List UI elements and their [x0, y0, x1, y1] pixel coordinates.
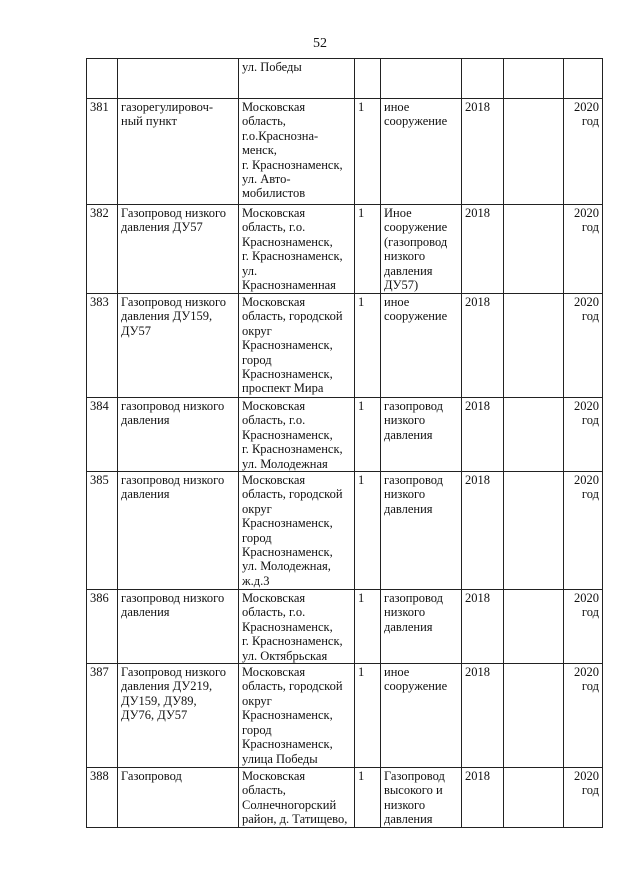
row-number-cell-text: 388 [90, 769, 109, 784]
extra-cell [504, 205, 564, 294]
count-cell [355, 472, 381, 590]
object-name-cell-text: газопровод низкого давления [121, 399, 225, 428]
count-cell [355, 59, 381, 99]
count-cell-text: 1 [358, 399, 365, 413]
address-cell [239, 472, 355, 590]
extra-cell [504, 59, 564, 99]
row-number-cell-text: 387 [90, 665, 109, 680]
address-cell-text: ул. Победы [242, 60, 302, 74]
year-cell-text: 2018 [465, 665, 490, 680]
row-number-cell [87, 768, 118, 828]
count-cell-text: 1 [358, 473, 365, 488]
address-cell [239, 768, 355, 828]
term-cell [564, 590, 603, 664]
year-cell-text: 2018 [465, 769, 490, 784]
extra-cell [504, 664, 564, 768]
object-type-cell-text: Иное сооружение (газопровод низкого давления ДУ57) [384, 206, 448, 293]
object-type-cell [381, 472, 462, 590]
extra-cell [504, 472, 564, 590]
object-name-cell-text: Газопровод [121, 769, 182, 784]
term-cell [564, 59, 603, 99]
extra-cell [504, 398, 564, 472]
year-cell-text: 2018 [465, 100, 490, 114]
table-row [87, 768, 603, 828]
term-cell [564, 664, 603, 768]
count-cell [355, 294, 381, 398]
table-row [87, 590, 603, 664]
count-cell [355, 205, 381, 294]
year-cell [462, 398, 504, 472]
object-type-cell-text: иное сооружение [384, 295, 448, 324]
object-type-cell-text: газопровод низкого давления [384, 473, 444, 516]
address-cell-text: Московская область, городской округ Краснознаменск, город Краснознаменск, ул. Молодежная, ж.д.3 [242, 473, 343, 588]
object-type-cell [381, 398, 462, 472]
count-cell-text: 1 [358, 591, 365, 606]
registry-table [86, 58, 603, 828]
year-cell-text: 2018 [465, 473, 490, 488]
count-cell-text: 1 [358, 206, 365, 220]
object-name-cell [118, 398, 239, 472]
address-cell-text: Московская область, городской округ Краснознаменск, город Краснознаменск, улица Победы [242, 665, 343, 766]
extra-cell [504, 590, 564, 664]
row-number-cell-text: 381 [90, 100, 109, 114]
address-cell-text: Московская область, Солнечногорский район, д. Татищево, [242, 769, 348, 827]
year-cell [462, 768, 504, 828]
year-cell-text: 2018 [465, 206, 490, 220]
row-number-cell-text: 384 [90, 399, 109, 413]
extra-cell [504, 294, 564, 398]
object-name-cell [118, 59, 239, 99]
year-cell-text: 2018 [465, 295, 490, 309]
object-type-cell-text: иное сооружение [384, 100, 448, 129]
term-cell [564, 205, 603, 294]
table-row [87, 294, 603, 398]
year-cell [462, 99, 504, 205]
object-name-cell-text: Газопровод низкого давления ДУ57 [121, 206, 227, 235]
table-body [87, 59, 603, 828]
year-cell-text: 2018 [465, 399, 490, 413]
address-cell [239, 398, 355, 472]
count-cell [355, 398, 381, 472]
address-cell-text: Московская область, г.о. Краснознаменск, г. Краснознаменск, ул. Октябрьская [242, 591, 343, 663]
object-type-cell-text: газопровод низкого давления [384, 591, 444, 634]
extra-cell [504, 99, 564, 205]
row-number-cell [87, 99, 118, 205]
address-cell-text: Московская область, г.о.Краснозна- менск, г. Краснознаменск, ул. Авто- мобилистов [242, 100, 343, 201]
object-name-cell-text: газорегулировоч- ный пункт [121, 100, 214, 129]
object-name-cell [118, 590, 239, 664]
object-type-cell [381, 59, 462, 99]
object-type-cell [381, 664, 462, 768]
year-cell [462, 59, 504, 99]
object-type-cell-text: иное сооружение [384, 665, 448, 694]
object-name-cell-text: Газопровод низкого давления ДУ159, ДУ57 [121, 295, 227, 338]
year-cell [462, 664, 504, 768]
object-type-cell [381, 768, 462, 828]
row-number-cell [87, 590, 118, 664]
table-row [87, 59, 603, 99]
object-type-cell [381, 99, 462, 205]
term-cell-text: 2020 год [574, 665, 599, 694]
term-cell [564, 294, 603, 398]
term-cell-text: 2020 год [574, 473, 599, 502]
year-cell [462, 294, 504, 398]
table-row [87, 664, 603, 768]
year-cell [462, 205, 504, 294]
object-name-cell-text: Газопровод низкого давления ДУ219, ДУ159, ДУ89, ДУ76, ДУ57 [121, 665, 227, 723]
address-cell-text: Московская область, городской округ Краснознаменск, город Краснознаменск, проспект Мира [242, 295, 343, 396]
term-cell [564, 472, 603, 590]
table-row [87, 398, 603, 472]
row-number-cell-text: 382 [90, 206, 109, 220]
year-cell [462, 472, 504, 590]
count-cell [355, 664, 381, 768]
object-name-cell [118, 768, 239, 828]
year-cell [462, 590, 504, 664]
object-name-cell [118, 472, 239, 590]
page-number: 52 [313, 36, 327, 51]
row-number-cell [87, 294, 118, 398]
term-cell-text: 2020 год [574, 769, 599, 798]
address-cell [239, 99, 355, 205]
object-name-cell [118, 99, 239, 205]
count-cell-text: 1 [358, 665, 365, 680]
object-name-cell [118, 664, 239, 768]
row-number-cell [87, 398, 118, 472]
row-number-cell-text: 385 [90, 473, 109, 488]
object-type-cell-text: Газопровод высокого и низкого давления [384, 769, 445, 827]
count-cell [355, 99, 381, 205]
count-cell [355, 768, 381, 828]
address-cell [239, 205, 355, 294]
term-cell [564, 99, 603, 205]
term-cell [564, 398, 603, 472]
object-type-cell [381, 590, 462, 664]
object-name-cell [118, 205, 239, 294]
term-cell-text: 2020 год [574, 100, 599, 129]
row-number-cell [87, 205, 118, 294]
object-type-cell [381, 205, 462, 294]
table-row [87, 205, 603, 294]
term-cell-text: 2020 год [574, 295, 599, 324]
term-cell-text: 2020 год [574, 206, 599, 235]
address-cell [239, 664, 355, 768]
year-cell-text: 2018 [465, 591, 490, 606]
table-row [87, 99, 603, 205]
object-type-cell-text: газопровод низкого давления [384, 399, 444, 442]
term-cell-text: 2020 год [574, 399, 599, 428]
term-cell-text: 2020 год [574, 591, 599, 620]
address-cell-text: Московская область, г.о. Краснознаменск, г. Краснознаменск, ул. Молодежная [242, 399, 343, 471]
object-name-cell-text: газопровод низкого давления [121, 473, 225, 502]
row-number-cell [87, 59, 118, 99]
address-cell [239, 590, 355, 664]
count-cell-text: 1 [358, 100, 365, 114]
term-cell [564, 768, 603, 828]
object-type-cell [381, 294, 462, 398]
address-cell-text: Московская область, г.о. Краснознаменск, г. Краснознаменск, ул. Краснознаменная [242, 206, 343, 293]
extra-cell [504, 768, 564, 828]
row-number-cell-text: 386 [90, 591, 109, 606]
object-name-cell-text: газопровод низкого давления [121, 591, 225, 620]
address-cell [239, 59, 355, 99]
count-cell [355, 590, 381, 664]
row-number-cell [87, 472, 118, 590]
count-cell-text: 1 [358, 769, 365, 784]
address-cell [239, 294, 355, 398]
count-cell-text: 1 [358, 295, 365, 309]
row-number-cell [87, 664, 118, 768]
row-number-cell-text: 383 [90, 295, 109, 309]
object-name-cell [118, 294, 239, 398]
table-row [87, 472, 603, 590]
